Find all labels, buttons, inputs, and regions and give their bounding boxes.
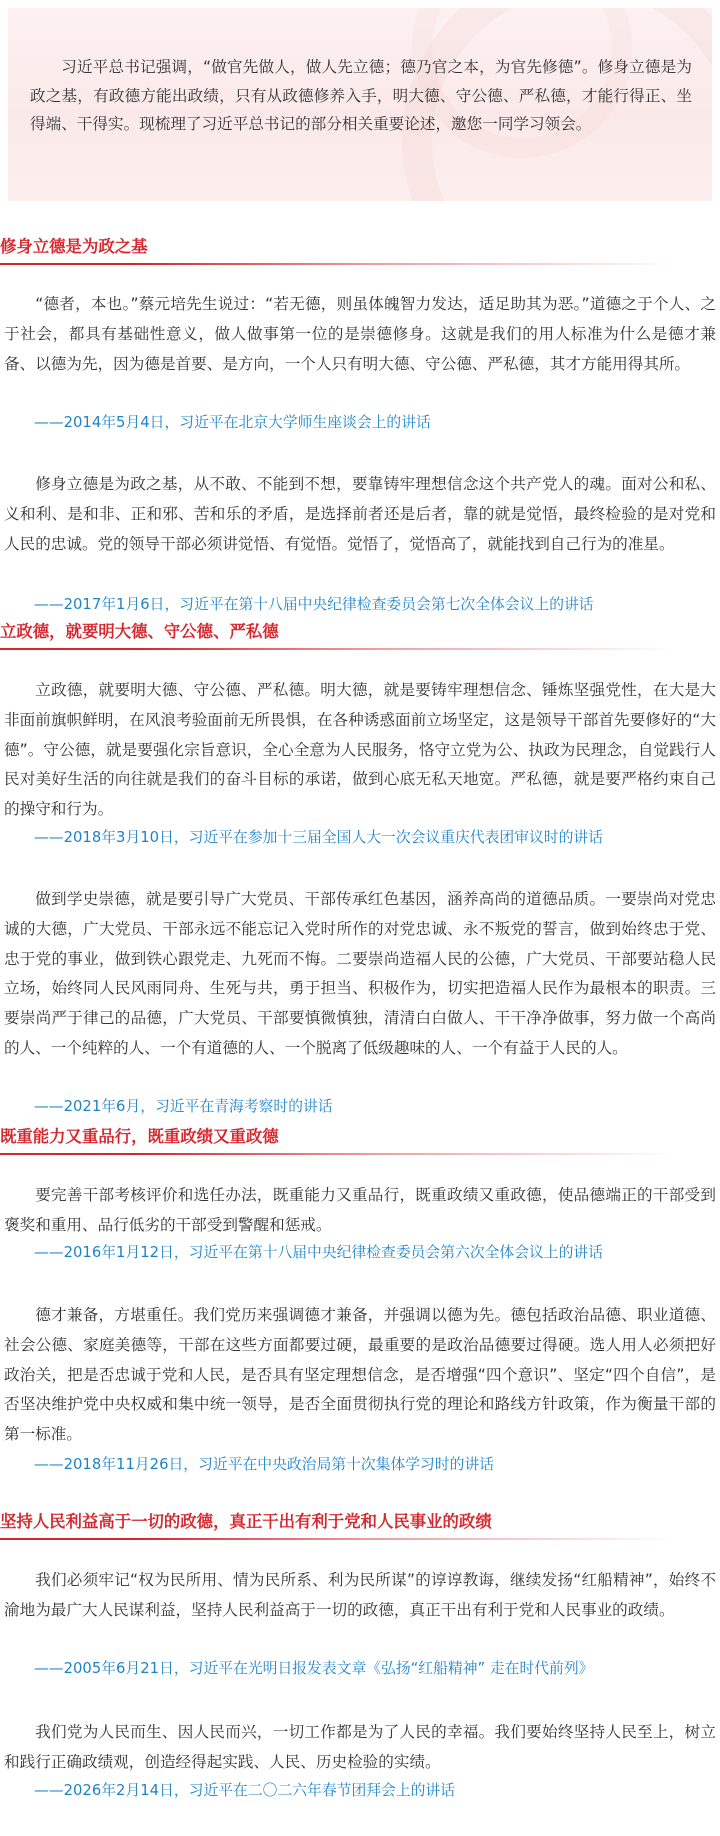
quote-text: “德者，本也。”蔡元培先生说过：“若无德，则虽体魄智力发达，适足助其为恶。”道德之于个人、之于社会，都具有基础性意义，做人做事第一位的是崇德修身。这就是我们的用人标准为什么是德才兼备、以德为先，因为德是首要、是方向，一个人只有明大德、守公德、严私德，其才方能用得其所。 (4, 295, 716, 373)
quote-text: 要完善干部考核评价和选任办法，既重能力又重品行，既重政绩又重政德，使品德端正的干部受到褒奖和重用、品行低劣的干部受到警醒和惩戒。 (4, 1186, 716, 1234)
quote-text: 做到学史崇德，就是要引导广大党员、干部传承红色基因，涵养高尚的道德品质。一要崇尚对党忠诚的大德，广大党员、干部永远不能忘记入党时所作的对党忠诚、永不叛党的誓言，做到始终忠于党、忠于党的事业，做到铁心跟党走、九死而不悔。二要崇尚造福人民的公德，广大党员、干部要站稳人民立场，始终同人民风雨同舟、生死与共，勇于担当、积极作为，切实把造福人民作为最根本的职责。三要崇尚严于律己的品德，广大党员、干部要慎微慎独，清清白白做人、干干净净做事，努力做一个高尚的人、一个纯粹的人、一个有道德的人、一个脱离了低级趣味的人、一个有益于人民的人。 (4, 890, 716, 1057)
quote-source: ——2005年6月21日，习近平在光明日报发表文章《弘扬“红船精神” 走在时代前列》 (34, 1660, 594, 1677)
section-heading (0, 236, 676, 265)
section-heading (0, 621, 676, 650)
quote-source: ——2026年2月14日，习近平在二〇二六年春节团拜会上的讲话 (34, 1782, 456, 1799)
quote-source: ——2018年11月26日，习近平在中央政治局第十次集体学习时的讲话 (34, 1456, 495, 1473)
quote-text: 我们必须牢记“权为民所用、情为民所系、利为民所谋”的谆谆教诲，继续发扬“红船精神”，始终不渝地为最广大人民谋利益，坚持人民利益高于一切的政德，真正干出有利于党和人民事业的政绩。 (4, 1571, 716, 1619)
section-heading (0, 1511, 676, 1540)
quote-text: 立政德，就要明大德、守公德、严私德。明大德，就是要铸牢理想信念、锤炼坚强党性，在大是大非面前旗帜鲜明，在风浪考验面前无所畏惧，在各种诱惑面前立场坚定，这是领导干部首先要修好的“大德”。守公德，就是要强化宗旨意识，全心全意为人民服务，恪守立党为公、执政为民理念，自觉践行人民对美好生活的向往就是我们的奋斗目标的承诺，做到心底无私天地宽。严私德，就是要严格约束自己的操守和行为。 (4, 681, 716, 819)
heading-underline (0, 648, 676, 650)
quote-text: 修身立德是为政之基，从不敢、不能到不想，要靠铸牢理想信念这个共产党人的魂。面对公和私、义和利、是和非、正和邪、苦和乐的矛盾，是选择前者还是后者，靠的就是觉悟，最终检验的是对党和人民的忠诚。党的领导干部必须讲觉悟、有觉悟。觉悟了，觉悟高了，就能找到自己行为的准星。 (4, 475, 716, 553)
section-heading-text: 修身立德是为政之基 (0, 237, 148, 256)
quote-text: 德才兼备，方堪重任。我们党历来强调德才兼备，并强调以德为先。德包括政治品德、职业道德、社会公德、家庭美德等，干部在这些方面都要过硬，最重要的是政治品德要过得硬。选人用人必须把好政治关，把是否忠诚于党和人民，是否具有坚定理想信念，是否增强“四个意识”、坚定“四个自信”，是否坚决维护党中央权威和集中统一领导，是否全面贯彻执行党的理论和路线方针政策，作为衡量干部的第一标准。 (4, 1306, 716, 1444)
section-heading-text: 坚持人民利益高于一切的政德，真正干出有利于党和人民事业的政绩 (0, 1512, 492, 1531)
section-heading (0, 1126, 676, 1155)
quote-source: ——2021年6月，习近平在青海考察时的讲话 (34, 1098, 333, 1115)
section-heading-text: 立政德，就要明大德、守公德、严私德 (0, 622, 279, 641)
intro-text: 习近平总书记强调，“做官先做人，做人先立德；德乃官之本，为官先修德”。修身立德是为政之基，有政德方能出政绩，只有从政德修养入手，明大德、守公德、严私德，才能行得正、坐得端、干得实。现梳理了习近平总书记的部分相关重要论述，邀您一同学习领会。 (30, 58, 692, 133)
quote-source: ——2018年3月10日，习近平在参加十三届全国人大一次会议重庆代表团审议时的讲话 (34, 829, 603, 846)
quote-source: ——2014年5月4日，习近平在北京大学师生座谈会上的讲话 (34, 414, 431, 431)
quote-source: ——2017年1月6日，习近平在第十八届中央纪律检查委员会第七次全体会议上的讲话 (34, 596, 594, 613)
quote-text: 我们党为人民而生、因人民而兴，一切工作都是为了人民的幸福。我们要始终坚持人民至上，树立和践行正确政绩观，创造经得起实践、人民、历史检验的实绩。 (4, 1723, 716, 1771)
intro-box (8, 8, 712, 201)
heading-underline (0, 1153, 676, 1155)
heading-underline (0, 263, 676, 265)
quote-source: ——2016年1月12日，习近平在第十八届中央纪律检查委员会第六次全体会议上的讲话 (34, 1244, 603, 1261)
section-heading-text: 既重能力又重品行，既重政绩又重政德 (0, 1127, 279, 1146)
heading-underline (0, 1538, 676, 1540)
